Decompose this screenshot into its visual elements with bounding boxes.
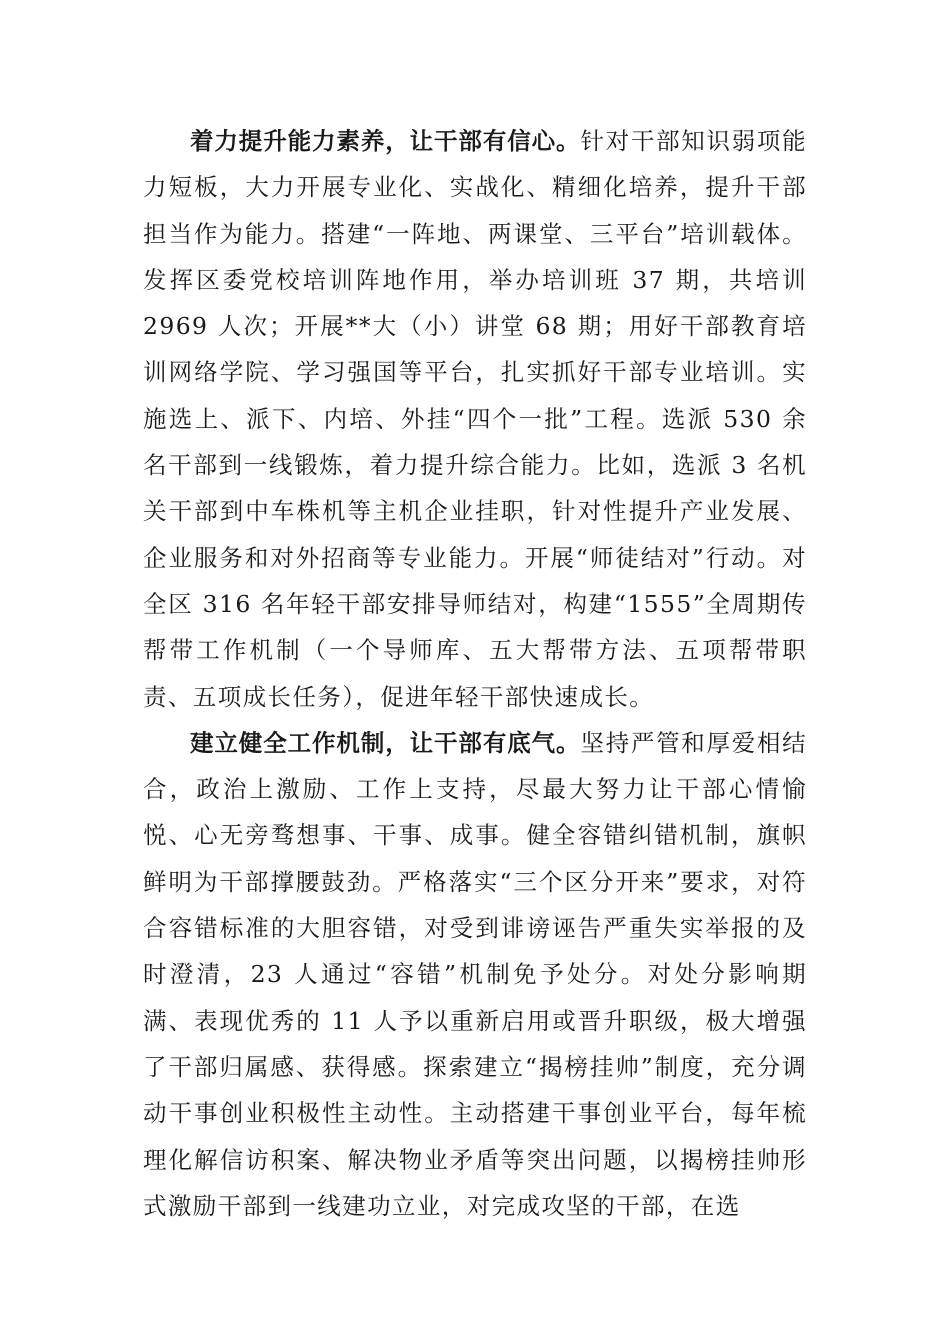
paragraph-body: 针对干部知识弱项能力短板，大力开展专业化、实战化、精细化培养，提升干部担当作为能力。搭建“一阵地、两课堂、三平台”培训载体。发挥区委党校培训阵地作用，举办培训班 37 期，共培训 2969 人次；开展**大（小）讲堂 68 期；用好干部教育培训网络学院、学习强国等平台，扎实抓好干部专业培训。实施选上、派下、内培、外挂“四个一批”工程。选派 530 余名干部到一线锻炼，着力提升综合能力。比如，选派 3 名机关干部到中车株机等主机企业挂职，针对性提升产业发展、企业服务和对外招商等专业能力。开展“师徒结对”行动。对全区 316 名年轻干部安排导师结对，构建“1555”全周期传帮带工作机制（一个导师库、五大帮带方法、五项帮带职责、五项成长任务），促进年轻干部快速成长。 (143, 127, 807, 711)
document-page (143, 118, 807, 1229)
paragraph-lead: 着力提升能力素养，让干部有信心。 (190, 127, 581, 155)
paragraph-lead: 建立健全工作机制，让干部有底气。 (190, 728, 581, 757)
paragraph-body: 坚持严管和厚爱相结合，政治上激励、工作上支持，尽最大努力让干部心情愉悦、心无旁骛想事、干事、成事。健全容错纠错机制，旗帜鲜明为干部撑腰鼓劲。严格落实“三个区分开来”要求，对符合容错标准的大胆容错，对受到诽谤诬告严重失实举报的及时澄清，23 人通过“容错”机制免予处分。对处分影响期满、表现优秀的 11 人予以重新启用或晋升职级，极大增强了干部归属感、获得感。探索建立“揭榜挂帅”制度，充分调动干事创业积极性主动性。主动搭建干事创业平台，每年梳理化解信访积案、解决物业矛盾等突出问题，以揭榜挂帅形式激励干部到一线建功立业，对完成攻坚的干部，在选 (143, 728, 807, 1220)
paragraph-capacity (143, 118, 807, 720)
paragraph-mechanism (143, 720, 807, 1229)
